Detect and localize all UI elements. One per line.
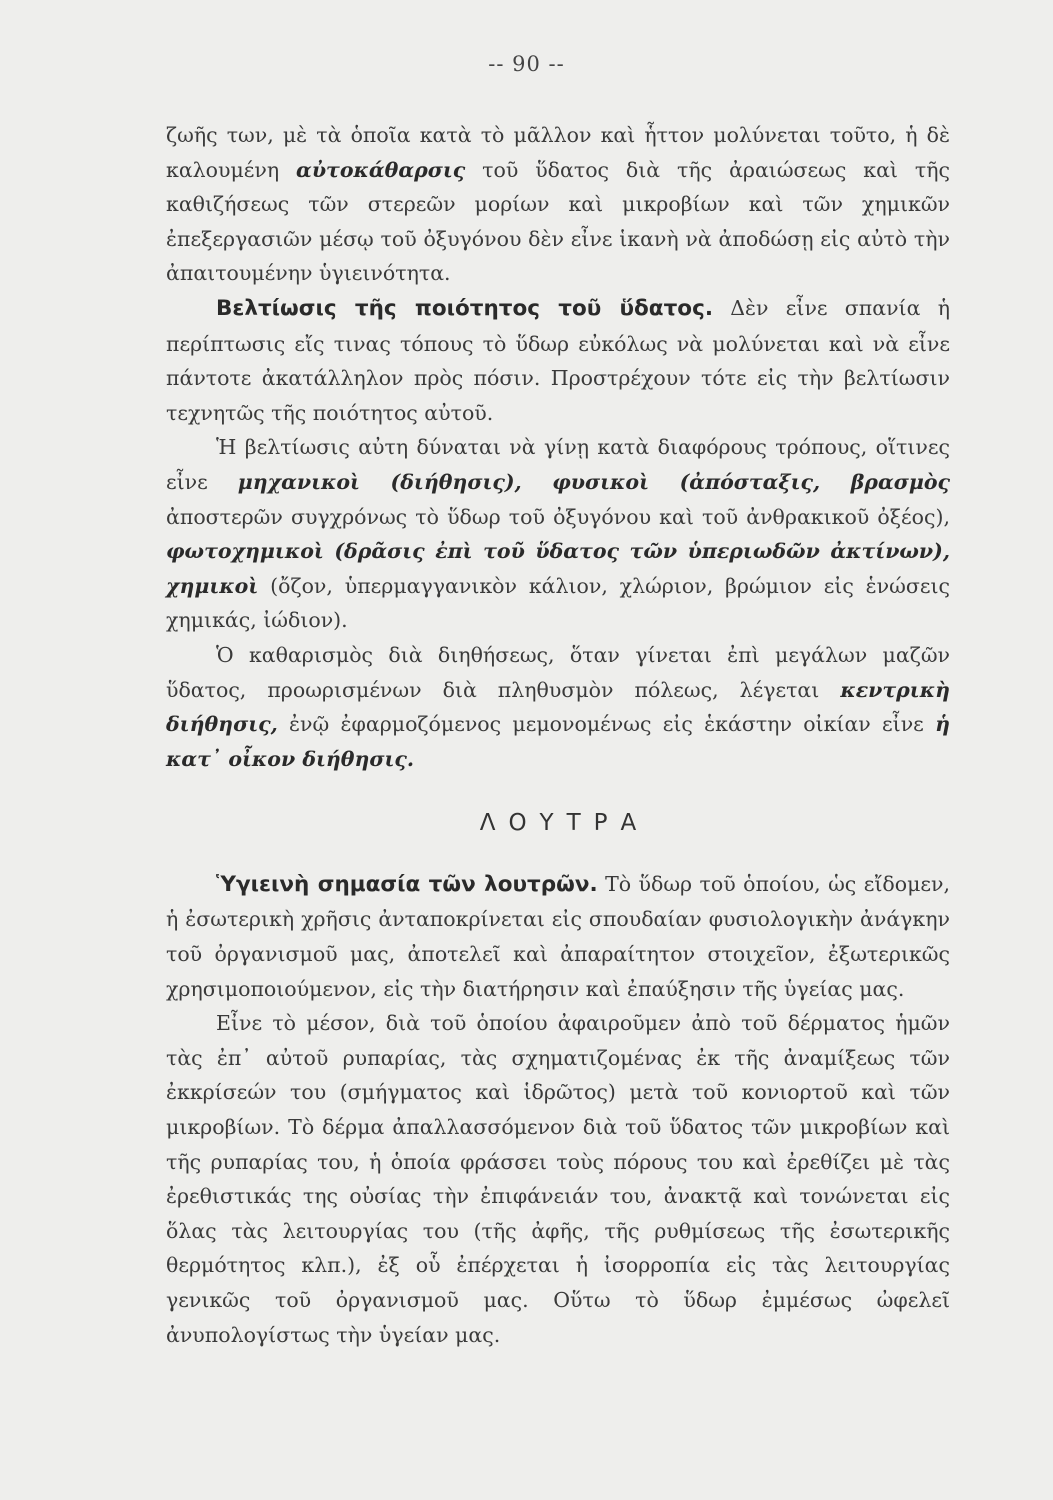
emphasis-term: φωτοχημικοὶ (δρᾶσις ἐπὶ τοῦ ὕδατος τῶν ὑπεριωδῶν ἀκτίνων), χημικοὶ bbox=[166, 539, 950, 598]
emphasis-term: κεντρικὴ διήθησις, bbox=[166, 677, 950, 737]
text-run: ζωῆς των, μὲ τὰ ὁποῖα κατὰ τὸ μᾶλλον καὶ ἧττον μολύνεται τοῦτο, ἡ δὲ καλουμένη bbox=[166, 123, 950, 182]
text-run: Δὲν εἶνε σπανία ἡ περίπτωσις εἴς τινας τόπους τὸ ὕδωρ εὐκόλως νὰ μολύνεται καὶ νὰ εἶνε πάντοτε ἀκατάλληλον πρὸς πόσιν. Προστρέχουν τότε εἰς τὴν βελτίωσιν τεχνητῶς τῆς ποιότητος αὐτοῦ. bbox=[166, 295, 950, 425]
paragraph-bath-hygiene bbox=[166, 867, 950, 1006]
body-text bbox=[166, 118, 950, 1352]
inline-heading-water-quality: Βελτίωσις τῆς ποιότητος τοῦ ὕδατος. bbox=[216, 295, 713, 321]
emphasis-term: μηχανικοὶ (διήθησις), φυσικοὶ (ἀπόσταξις, βρασμὸς bbox=[237, 469, 950, 494]
text-run: (ὄζον, ὑπερμαγγανικὸν κάλιον, χλώριον, βρώμιον εἰς ἑνώσεις χημικάς, ἰώδιον). bbox=[166, 573, 950, 633]
text-run: ἀποστερῶν συγχρόνως τὸ ὕδωρ τοῦ ὀξυγόνου καὶ τοῦ ἀνθρακικοῦ ὀξέος), bbox=[166, 504, 950, 529]
paragraph-improvement-methods bbox=[166, 430, 950, 638]
paragraph-filtration bbox=[166, 638, 950, 776]
page-number: -- 90 -- bbox=[488, 52, 565, 76]
text-run: Ἡ βελτίωσις αὐτη δύναται νὰ γίνῃ κατὰ διαφόρους τρόπους, οἵτινες εἶνε bbox=[166, 435, 950, 494]
emphasis-term: αὐτοκάθαρσις bbox=[296, 157, 466, 182]
text-run: Ὁ καθαρισμὸς διὰ διηθήσεως, ὅταν γίνεται ἐπὶ μεγάλων μαζῶν ὕδατος, προωρισμένων διὰ πληθυσμὸν πόλεως, λέγεται bbox=[166, 642, 950, 702]
text-run: Εἶνε τὸ μέσον, διὰ τοῦ ὁποίου ἀφαιροῦμεν ἀπὸ τοῦ δέρματος ἡμῶν τὰς ἐπ᾽ αὐτοῦ ρυπαρίας, τὰς σχηματιζομένας ἐκ τῆς ἀναμίξεως τῶν ἐκκρίσεών του (σμήγματος καὶ ἱδρῶτος) μετὰ τοῦ κονιορτοῦ καὶ τῶν μικροβίων. Τὸ δέρμα ἀπαλλασσόμενον διὰ τοῦ ὕδατος τῶν μικροβίων καὶ τῆς ρυπαρίας του, ἡ ὁποία φράσσει τοὺς πόρους του καὶ ἐρεθίζει μὲ τὰς ἐρεθιστικάς της οὐσίας τὴν ἐπιφάνειάν του, ἀνακτᾷ καὶ τονώνεται εἰς ὅλας τὰς λειτουργίας του (τῆς ἀφῆς, τῆς ρυθμίσεως τῆς ἐσωτερικῆς θερμότητος κλπ.), ἐξ οὗ ἐπέρχεται ἡ ἰσορροπία εἰς τὰς λειτουργίας γενικῶς τοῦ ὀργανισμοῦ μας. Οὕτω τὸ ὕδωρ ἐμμέσως ὠφελεῖ ἀνυπολογίστως τὴν ὑγείαν μας. bbox=[166, 1011, 950, 1347]
text-run: τοῦ ὕδατος διὰ τῆς ἀραιώσεως καὶ τῆς καθιζήσεως τῶν στερεῶν μορίων καὶ μικροβίων καὶ τῶν χημικῶν ἐπεξεργασιῶν μέσῳ τοῦ ὀξυγόνου δὲν εἶνε ἱκανὴ νὰ ἀποδώσῃ εἰς αὐτὸ τὴν ἀπαιτουμένην ὑγιεινότητα. bbox=[166, 157, 950, 286]
paragraph-water-self-purification bbox=[166, 118, 950, 291]
paragraph-skin-cleaning bbox=[166, 1006, 950, 1352]
inline-heading-bath-hygiene: Ὑγιεινὴ σημασία τῶν λουτρῶν. bbox=[216, 871, 598, 897]
paragraph-water-quality-improvement bbox=[166, 291, 950, 430]
emphasis-term: ἡ κατ᾽ οἶκον διήθησις. bbox=[166, 712, 950, 771]
section-title-baths: ΛΟΥΤΡΑ bbox=[479, 810, 650, 837]
text-run: ἐνῷ ἐφαρμοζόμενος μεμονομένως εἰς ἑκάστην οἰκίαν εἶνε bbox=[277, 712, 936, 737]
text-run: Τὸ ὕδωρ τοῦ ὁποίου, ὡς εἴδομεν, ἡ ἐσωτερικὴ χρῆσις ἀνταποκρίνεται εἰς σπουδαίαν φυσιολογικὴν ἀνάγκην τοῦ ὀργανισμοῦ μας, ἀποτελεῖ καὶ ἀπαραίτητον στοιχεῖον, ἐξωτερικῶς χρησιμοποιούμενον, εἰς τὴν διατήρησιν καὶ ἐπαύξησιν τῆς ὑγείας μας. bbox=[166, 871, 950, 1001]
